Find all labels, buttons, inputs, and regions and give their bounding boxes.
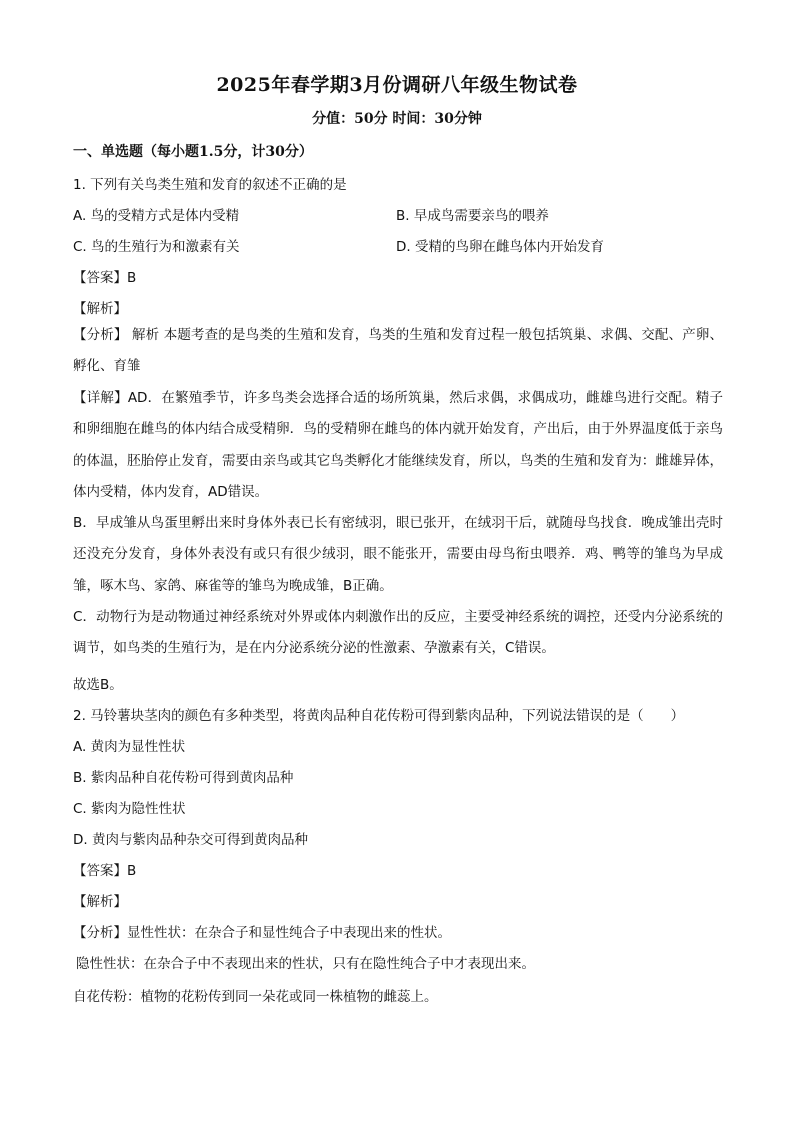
question-2-stem: 2. 马铃薯块茎肉的颜色有多种类型，将黄肉品种自花传粉可得到紫肉品种，下列说法错误的是（ ） [73, 708, 685, 724]
question-1-detail-b: B．早成雏从鸟蛋里孵出来时身体外表已长有密绒羽，眼已张开，在绒羽干后，就随母鸟找食．晚成雏出壳时还没充分发育，身体外表没有或只有很少绒羽，眼不能张开，需要由母鸟衔虫喂养．鸡、鸭等的雏鸟为早成雏，啄木鸟、家鸽、麻雀等的雏鸟为晚成雏，B正确。 [73, 515, 723, 594]
question-2-analysis-heading: 【解析】 [73, 894, 127, 910]
question-1-option-a: A. 鸟的受精方式是体内受精 [73, 208, 240, 224]
question-2-option-a: A. 黄肉为显性性状 [73, 739, 186, 755]
question-1-analysis-summary: 【分析】 解析 本题考查的是鸟类的生殖和发育，鸟类的生殖和发育过程一般包括筑巢、求偶、交配、产卵、孵化、育雏 [73, 327, 723, 375]
section-heading: 一、单选题（每小题1.5分，计30分） [73, 144, 313, 160]
question-2-answer: 【答案】B [73, 863, 137, 879]
question-1-conclusion: 故选B。 [73, 677, 123, 693]
question-1-detail-ad: 【详解】AD．在繁殖季节，许多鸟类会选择合适的场所筑巢，然后求偶，求偶成功，雌雄鸟进行交配。精子和卵细胞在雌鸟的体内结合成受精卵．鸟的受精卵在雌鸟的体内就开始发育，产出后，由于外界温度低于亲鸟的体温，胚胎停止发育，需要由亲鸟或其它鸟类孵化才能继续发育，所以，鸟类的生殖和发育为：雌雄异体，体内受精，体内发育，AD错误。 [73, 390, 723, 500]
question-2-option-c: C. 紫肉为隐性性状 [73, 801, 186, 817]
question-1-stem: 1. 下列有关鸟类生殖和发育的叙述不正确的是 [73, 177, 347, 193]
question-1-option-b: B. 早成鸟需要亲鸟的喂养 [396, 208, 549, 224]
question-1-option-d: D. 受精的鸟卵在雌鸟体内开始发育 [396, 239, 604, 255]
exam-info: 分值：50分 时间：30分钟 [312, 111, 482, 127]
page-title: 2025年春学期3月份调研八年级生物试卷 [216, 74, 578, 96]
question-1-option-c: C. 鸟的生殖行为和激素有关 [73, 239, 240, 255]
question-2-dominant-definition: 【分析】显性性状：在杂合子和显性纯合子中表现出来的性状。 [73, 925, 451, 941]
question-1-answer: 【答案】B [73, 270, 137, 286]
question-2-option-b: B. 紫肉品种自花传粉可得到黄肉品种 [73, 770, 294, 786]
question-2-recessive-definition: 隐性性状：在杂合子中不表现出来的性状，只有在隐性纯合子中才表现出来。 [76, 956, 535, 972]
question-2-option-d: D. 黄肉与紫肉品种杂交可得到黄肉品种 [73, 832, 308, 848]
question-1-detail-c: C．动物行为是动物通过神经系统对外界或体内刺激作出的反应，主要受神经系统的调控，还受内分泌系统的调节，如鸟类的生殖行为，是在内分泌系统分泌的性激素、孕激素有关，C错误。 [73, 609, 723, 657]
question-2-self-pollination-definition: 自花传粉：植物的花粉传到同一朵花或同一株植物的雌蕊上。 [73, 989, 438, 1005]
question-1-analysis-heading: 【解析】 [73, 301, 127, 317]
